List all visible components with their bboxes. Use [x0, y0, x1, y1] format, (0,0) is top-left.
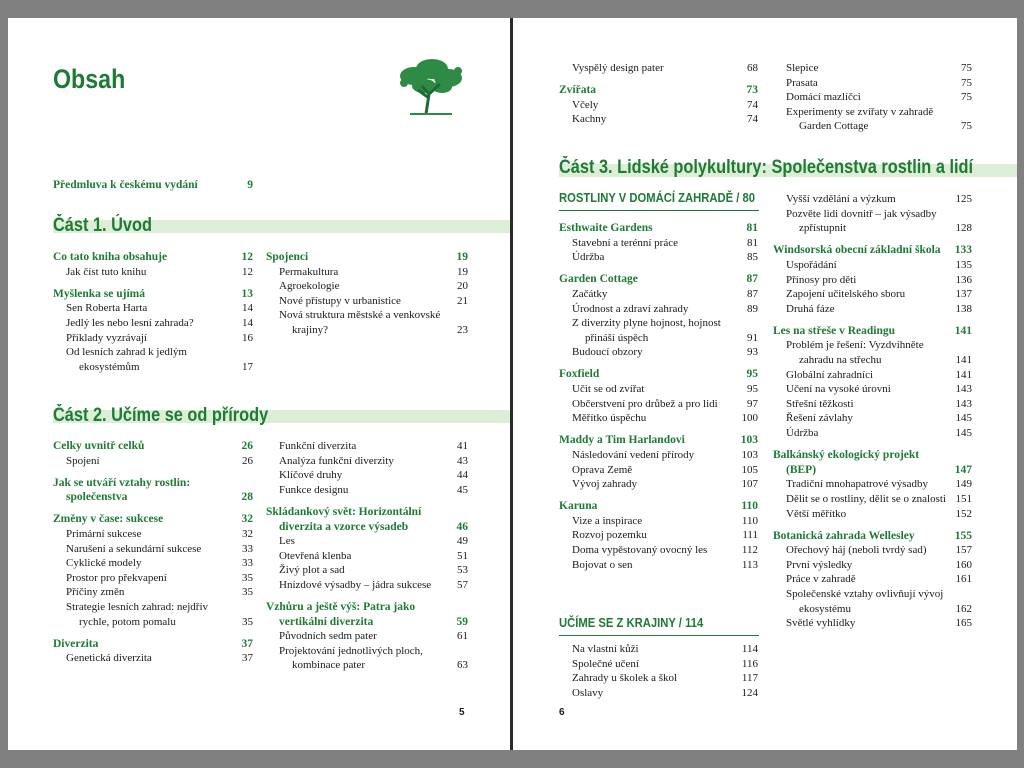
entry-page: 143: [955, 383, 972, 396]
entry-page: 75: [961, 120, 972, 133]
entry-page: 110: [741, 514, 758, 527]
entry-title: Úrodnost a zdraví zahrady: [572, 302, 689, 315]
entry-title: Cyklické modely: [66, 557, 142, 570]
entry-page: 128: [955, 222, 972, 235]
entry-page: 44: [457, 469, 468, 482]
entry-page: 95: [747, 383, 758, 395]
entry-page: 16: [242, 331, 253, 344]
entry-title: Zahrady u školek a škol: [572, 672, 678, 685]
entry-title: Oslavy: [572, 686, 604, 699]
entry-page: 165: [955, 617, 972, 630]
entry-page: 35: [242, 571, 253, 584]
entry-page: 14: [242, 316, 253, 329]
entry-title: Prasata: [786, 76, 818, 89]
entry-title: Sen Roberta Harta: [66, 302, 148, 315]
preface-page: 9: [247, 179, 253, 191]
entry-title: Vývoj zahrady: [572, 478, 638, 491]
entry-title: Primární sukcese: [66, 528, 142, 540]
entry-title: Celky uvnitř celků: [53, 440, 145, 452]
entry-title: Jedlý les nebo lesní zahrada?: [66, 316, 194, 329]
entry-title: Učení na vysoké úrovni: [786, 383, 891, 396]
entry-title: Učit se od zvířat: [572, 383, 645, 395]
entry-page: 23: [457, 324, 468, 336]
entry-page: 87: [747, 287, 758, 300]
entry-title: Balkánský ekologický projekt: [773, 449, 920, 462]
entry-title: Co tato kniha obsahuje: [53, 251, 168, 263]
entry-page: 114: [741, 643, 758, 655]
right-page: [513, 18, 1017, 750]
entry-title: Foxfield: [559, 368, 600, 381]
entry-title: Druhá fáze: [786, 302, 835, 315]
entry-title: rychle, potom pomalu: [79, 615, 176, 628]
entry-title: Světlé vyhlídky: [786, 617, 856, 630]
entry-title: Zvířata: [559, 84, 597, 97]
entry-title: Vyspělý design pater: [572, 62, 664, 74]
entry-title: Esthwaite Gardens: [559, 222, 653, 234]
entry-page: 37: [241, 637, 253, 650]
entry-page: 59: [456, 615, 468, 628]
entry-title: Karuna: [559, 500, 598, 513]
entry-title: Funkční diverzita: [279, 440, 357, 452]
entry-page: 162: [955, 602, 972, 615]
entry-page: 110: [741, 500, 758, 513]
entry-page: 87: [746, 273, 758, 286]
entry-title: Občerstvení pro drůbež a pro lidi: [572, 397, 718, 410]
entry-title: Bojovat o sen: [572, 558, 633, 571]
entry-title: Genetická diverzita: [66, 652, 152, 665]
entry-page: 45: [457, 483, 468, 496]
entry-title: Dělit se o rostliny, dělit se o znalosti: [786, 492, 946, 505]
entry-page: 155: [954, 529, 972, 542]
entry-title: Les: [279, 535, 295, 548]
entry-title: Údržba: [786, 427, 819, 439]
entry-page: 160: [955, 558, 972, 571]
entry-title: Prostor pro překvapení: [66, 571, 167, 584]
entry-title: Následování vedení přírody: [572, 448, 695, 461]
entry-page: 74: [747, 113, 758, 126]
entry-page: 137: [955, 288, 972, 301]
entry-page: 117: [741, 672, 758, 685]
entry-page: 95: [746, 368, 758, 381]
entry-page: 112: [741, 544, 758, 556]
entry-title: Nová struktura městské a venkovské: [279, 309, 441, 322]
entry-page: 19: [457, 265, 468, 278]
entry-page: 124: [741, 686, 758, 699]
entry-page: 145: [955, 412, 972, 425]
entry-page: 157: [955, 544, 972, 557]
entry-page: 20: [457, 280, 468, 293]
entry-title: Spojenci: [266, 251, 309, 263]
section-rule: [559, 210, 759, 211]
entry-title: Střešní těžkosti: [786, 397, 854, 410]
entry-page: 113: [741, 558, 758, 571]
entry-title: Spojení: [66, 454, 100, 467]
entry-page: 151: [955, 492, 972, 505]
entry-page: 14: [242, 302, 253, 315]
entry-title: Větší měřítko: [786, 507, 847, 520]
entry-page: 43: [457, 454, 468, 467]
entry-page: 152: [955, 507, 972, 520]
section-heading: UČÍME SE Z KRAJINY / 114: [559, 616, 704, 630]
entry-title: ekosystému: [799, 602, 851, 615]
entry-page: 81: [746, 222, 758, 234]
entry-title: Jak se utváří vztahy rostlin:: [53, 476, 191, 489]
entry-title: Od lesních zahrad k jedlým: [66, 346, 187, 359]
entry-page: 73: [746, 84, 758, 97]
entry-page: 111: [742, 529, 758, 542]
entry-title: Rozvoj pozemku: [572, 529, 647, 542]
entry-title: Vize a inspirace: [572, 514, 643, 527]
entry-page: 12: [241, 251, 253, 263]
entry-page: 135: [955, 258, 972, 271]
entry-page: 46: [456, 520, 468, 533]
entry-title: Řešení závlahy: [786, 412, 853, 425]
preface-title: Předmluva k českému vydání: [53, 179, 198, 191]
entry-page: 107: [741, 478, 758, 491]
entry-title: Slepice: [786, 62, 819, 74]
entry-title: diverzita a vzorce výsadeb: [279, 520, 409, 533]
entry-title: Doma vypěstovaný ovocný les: [572, 544, 708, 556]
tree-illustration-icon: [396, 56, 466, 118]
entry-title: Včely: [572, 98, 599, 111]
part2-heading: Část 2. Učíme se od přírody: [53, 405, 269, 426]
entry-title: Živý plot a sad: [279, 564, 345, 577]
entry-page: 103: [740, 434, 758, 447]
entry-page: 75: [961, 91, 972, 104]
entry-title: Změny v čase: sukcese: [53, 513, 164, 526]
entry-title: Agroekologie: [279, 280, 340, 293]
entry-page: 13: [241, 287, 253, 300]
entry-title: Původních sedm pater: [279, 630, 377, 643]
page-title: Obsah: [53, 64, 126, 94]
entry-title: Příčiny změn: [66, 586, 125, 599]
entry-page: 26: [241, 440, 253, 452]
entry-title: Experimenty se zvířaty v zahradě: [786, 105, 934, 118]
section-rule: [559, 635, 759, 636]
entry-page: 53: [457, 564, 468, 577]
entry-title: Garden Cottage: [799, 120, 869, 133]
entry-title: Projektování jednotlivých ploch,: [279, 644, 423, 657]
entry-title: Botanická zahrada Wellesley: [773, 529, 915, 542]
entry-title: Jak číst tuto knihu: [66, 265, 147, 278]
entry-page: 35: [242, 586, 253, 599]
entry-page: 138: [955, 302, 972, 315]
entry-title: Analýza funkční diverzity: [279, 454, 394, 467]
entry-title: vertikální diverzita: [279, 615, 374, 628]
entry-page: 116: [741, 657, 758, 670]
entry-title: Permakultura: [279, 265, 339, 278]
entry-title: Funkce designu: [279, 483, 349, 496]
entry-title: Garden Cottage: [559, 273, 638, 286]
entry-title: Nové přístupy v urbanistice: [279, 294, 401, 307]
entry-page: 75: [961, 62, 972, 74]
entry-page: 57: [457, 578, 468, 591]
entry-page: 93: [747, 346, 758, 359]
left-page: [8, 18, 510, 750]
entry-page: 136: [955, 273, 972, 286]
entry-page: 33: [242, 557, 253, 570]
entry-page: 161: [955, 573, 972, 586]
entry-title: Uspořádání: [786, 258, 837, 271]
entry-page: 147: [954, 463, 972, 476]
entry-title: Stavební a terénní práce: [572, 236, 678, 249]
entry-title: (BEP): [786, 463, 817, 476]
entry-page: 100: [741, 412, 758, 425]
entry-title: Diverzita: [53, 637, 99, 650]
entry-title: Budoucí obzory: [572, 346, 643, 359]
entry-page: 133: [954, 244, 972, 257]
entry-title: Měřítko úspěchu: [572, 412, 647, 425]
entry-title: Domácí mazlíčci: [786, 91, 861, 104]
entry-title: Windsorská obecní základní škola: [773, 244, 941, 257]
entry-page: 28: [241, 491, 253, 504]
entry-title: Globální zahradníci: [786, 368, 874, 381]
page-number: 6: [559, 707, 565, 718]
entry-title: Na vlastní kůži: [572, 643, 639, 655]
entry-title: Skládankový svět: Horizontální: [266, 505, 422, 518]
entry-title: Zapojení učitelského sboru: [786, 288, 906, 301]
entry-page: 97: [747, 397, 758, 410]
entry-title: Práce v zahradě: [786, 573, 856, 586]
entry-title: Otevřená klenba: [279, 549, 352, 562]
entry-title: zpřístupnit: [799, 222, 847, 235]
entry-page: 61: [457, 630, 468, 643]
entry-title: Myšlenka se ujímá: [53, 287, 145, 300]
entry-title: společenstva: [66, 491, 128, 504]
entry-page: 26: [242, 454, 253, 467]
entry-page: 33: [242, 542, 253, 555]
entry-page: 85: [747, 251, 758, 264]
entry-page: 68: [747, 62, 758, 74]
entry-page: 51: [457, 549, 468, 562]
entry-page: 75: [961, 76, 972, 89]
entry-title: přináší úspěch: [585, 331, 649, 344]
entry-page: 105: [741, 463, 758, 476]
entry-title: Problém je řešení: Vyzdvihněte: [786, 339, 924, 352]
entry-title: Hnízdové výsadby – jádra sukcese: [279, 578, 432, 591]
entry-page: 63: [457, 659, 468, 672]
entry-title: zahradu na střechu: [799, 354, 882, 366]
entry-page: 21: [457, 294, 468, 307]
entry-page: 37: [242, 652, 253, 665]
entry-page: 125: [955, 193, 972, 205]
entry-page: 91: [747, 331, 758, 344]
entry-title: Z diverzity plyne hojnost, hojnost: [572, 317, 721, 330]
entry-page: 12: [242, 265, 253, 278]
entry-title: kombinace pater: [292, 659, 365, 672]
entry-page: 32: [241, 513, 253, 526]
entry-page: 74: [747, 98, 758, 111]
entry-title: Oprava Země: [572, 463, 633, 476]
entry-title: ekosystémům: [79, 360, 140, 373]
page-number: 5: [459, 707, 465, 718]
section-heading: ROSTLINY V DOMÁCÍ ZAHRADĚ / 80: [559, 191, 756, 205]
entry-page: 103: [741, 448, 758, 461]
entry-title: Narušení a sekundární sukcese: [66, 542, 202, 555]
entry-page: 149: [955, 478, 972, 491]
entry-page: 41: [457, 440, 468, 452]
entry-title: Ořechový háj (neboli tvrdý sad): [786, 544, 927, 557]
entry-page: 49: [457, 535, 468, 548]
entry-page: 35: [242, 615, 253, 628]
entry-title: Společenské vztahy ovlivňují vývoj: [786, 588, 944, 600]
entry-page: 32: [242, 528, 253, 540]
entry-title: Údržba: [572, 251, 605, 264]
entry-title: Klíčové druhy: [279, 469, 343, 482]
entry-page: 141: [954, 324, 972, 337]
entry-title: Vyšší vzdělání a výzkum: [786, 193, 896, 205]
part3-heading: Část 3. Lidské polykultury: Společenstva rostlin a lidí: [559, 157, 974, 178]
entry-title: První výsledky: [786, 558, 853, 571]
entry-title: Pozvěte lidi dovnitř – jak výsadby: [786, 207, 937, 220]
entry-title: Tradiční mnohapatrové výsadby: [786, 478, 928, 491]
entry-title: Vzhůru a ještě výš: Patra jako: [266, 601, 416, 613]
entry-page: 89: [747, 302, 758, 315]
part1-heading: Část 1. Úvod: [53, 215, 152, 236]
entry-title: Kachny: [572, 113, 607, 126]
entry-page: 141: [955, 354, 972, 366]
entry-title: Společné učení: [572, 657, 639, 670]
entry-page: 143: [955, 397, 972, 410]
entry-page: 19: [456, 251, 468, 263]
entry-title: Maddy a Tim Harlandovi: [559, 434, 685, 447]
entry-title: Příklady vyzrávají: [66, 331, 147, 344]
entry-title: krajiny?: [292, 324, 329, 336]
entry-title: Strategie lesních zahrad: nejdřív: [66, 601, 209, 613]
entry-title: Les na střeše v Readingu: [773, 324, 896, 337]
entry-page: 145: [955, 427, 972, 439]
entry-page: 81: [747, 236, 758, 249]
entry-title: Přínosy pro děti: [786, 273, 857, 286]
entry-page: 17: [242, 360, 253, 373]
entry-page: 141: [955, 368, 972, 381]
entry-title: Začátky: [572, 287, 608, 300]
